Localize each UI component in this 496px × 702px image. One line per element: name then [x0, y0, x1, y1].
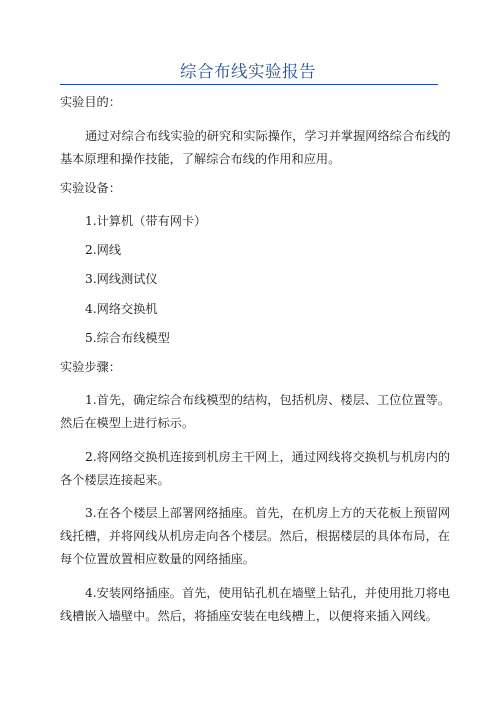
document-title: 综合布线实验报告 [180, 62, 316, 81]
purpose-heading: 实验目的： [60, 95, 121, 109]
equipment-item: 2.网线 [85, 243, 122, 257]
equipment-heading: 实验设备： [60, 181, 121, 195]
equipment-item: 1.计算机（带有网卡） [85, 214, 207, 228]
purpose-text-line: 通过对综合布线实验的研究和实际操作，学习并掌握网络综合布线的 [85, 129, 451, 143]
step-line: 各个楼层连接起来。 [60, 473, 170, 487]
steps-heading: 实验步骤： [60, 360, 121, 374]
step-line: 每个位置放置相应数量的网络插座。 [60, 552, 255, 566]
step-line: 线槽嵌入墙壁中。然后，将插座安装在电线槽上，以便将来插入网线。 [60, 609, 438, 623]
step-line: 2.将网络交换机连接到机房主干网上，通过网线将交换机与机房内的 [85, 450, 451, 464]
step-line: 1.首先，确定综合布线模型的结构，包括机房、楼层、工位位置等。 [85, 393, 451, 407]
equipment-item: 4.网络交换机 [85, 302, 158, 316]
equipment-item: 5.综合布线模型 [85, 331, 170, 345]
step-line: 4.安装网络插座。首先，使用钻孔机在墙壁上钻孔，并使用批刀将电 [85, 586, 451, 600]
step-line: 然后在模型上进行标示。 [60, 416, 195, 430]
equipment-item: 3.网线测试仪 [85, 272, 158, 286]
step-line: 线托槽，并将网线从机房走向各个楼层。然后，根据楼层的具体布局，在 [60, 529, 450, 543]
step-line: 3.在各个楼层上部署网络插座。首先，在机房上方的天花板上预留网 [85, 506, 451, 520]
title-underline [60, 84, 438, 85]
purpose-text-line: 基本原理和操作技能，了解综合布线的作用和应用。 [60, 152, 341, 166]
